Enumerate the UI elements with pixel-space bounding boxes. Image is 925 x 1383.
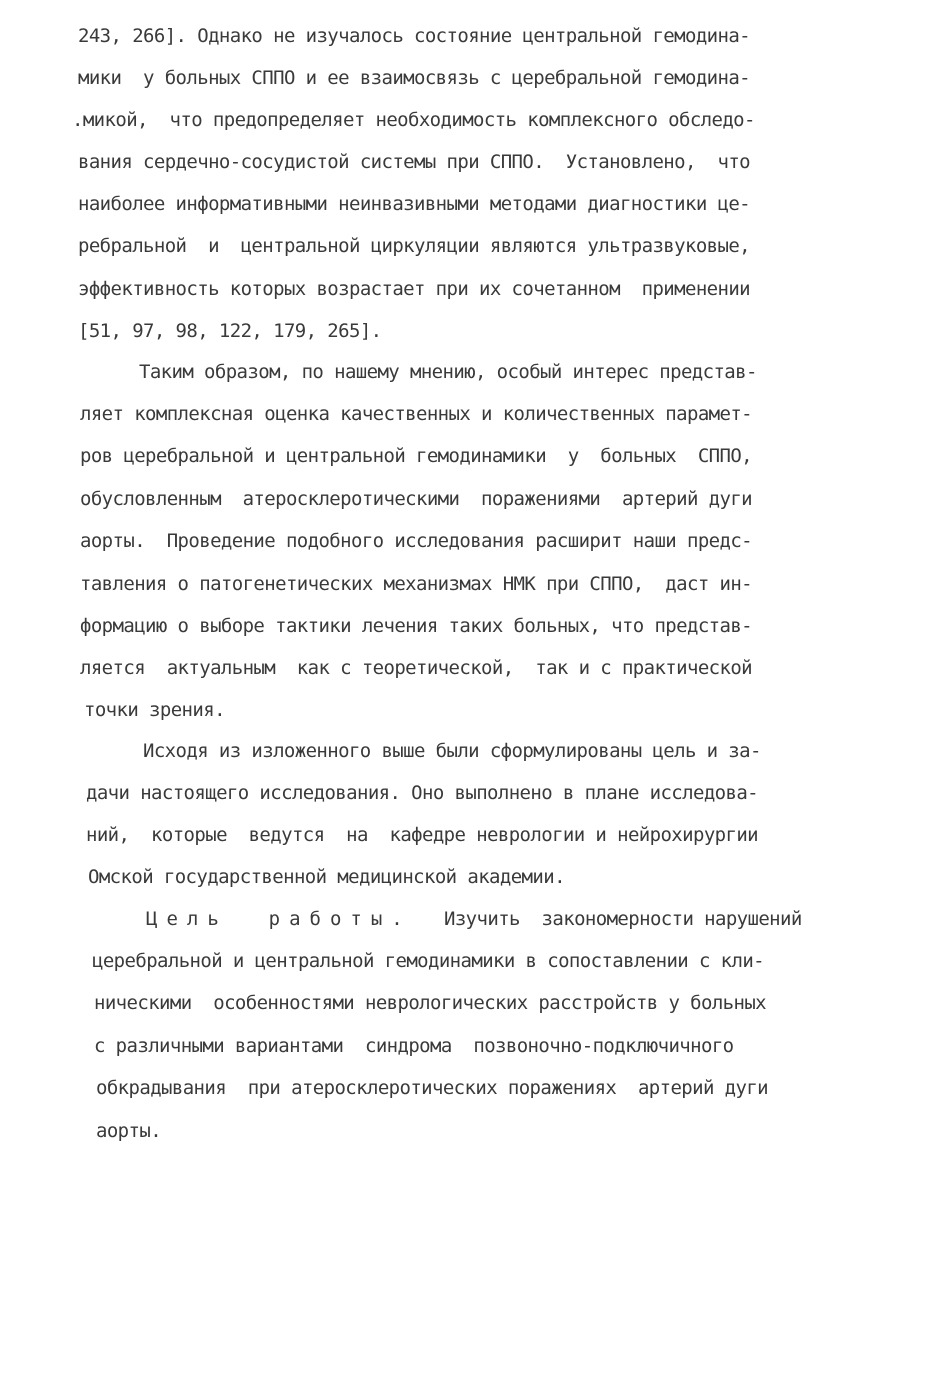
text-line: ляется актуальным как с теоретической, так и с практической <box>80 657 753 679</box>
text-line: точки зрения. <box>84 699 225 721</box>
text-line: ребральной и центральной циркуляции являются ультразвуковые, <box>78 235 751 257</box>
text-line: церебральной и центральной гемодинамики в сопоставлении с кли- <box>92 950 765 972</box>
text-line: тавления о патогенетических механизмах НМК при СППО, даст ин- <box>80 573 753 595</box>
text-line: эффективность которых возрастает при их сочетанном применении <box>78 278 751 300</box>
text-line: ническими особенностями неврологических расстройств у больных <box>94 992 767 1014</box>
text-line: наиболее информативными неинвазивными методами диагностики це- <box>78 193 751 215</box>
text-line: Изучить закономерности нарушений <box>444 908 802 930</box>
text-line: вания сердечно-сосудистой системы при СППО. Установлено, что <box>78 151 751 173</box>
text-line: .микой, что предопределяет необходимость комплексного обследо- <box>72 109 755 131</box>
text-line: 243, 266]. Однако не изучалось состояние центральной гемодина- <box>78 25 751 47</box>
text-line: ний, которые ведутся на кафедре неврологии и нейрохирургии <box>86 824 759 846</box>
text-line: мики у больных СППО и ее взаимосвязь с церебральной гемодина- <box>78 67 751 89</box>
text-line: ляет комплексная оценка качественных и количественных парамет- <box>80 403 753 425</box>
goal-heading: Цель работы. <box>146 908 412 930</box>
text-line: обусловленным атеросклеротическими поражениями артерий дуги <box>80 488 753 510</box>
text-line: ров церебральной и центральной гемодинамики у больных СППО, <box>80 445 753 467</box>
text-line: обкрадывания при атеросклеротических поражениях артерий дуги <box>96 1077 769 1099</box>
text-line: с различными вариантами синдрома позвоночно-подключичного <box>94 1035 734 1057</box>
text-line: аорты. Проведение подобного исследования расширит наши предс- <box>80 530 753 552</box>
text-line: формацию о выборе тактики лечения таких больных, что представ- <box>80 615 753 637</box>
text-line: Исходя из изложенного выше были сформулированы цель и за- <box>143 740 761 762</box>
text-line: Таким образом, по нашему мнению, особый интерес представ- <box>139 361 757 383</box>
text-line: Омской государственной медицинской академии. <box>88 866 565 888</box>
text-line: [51, 97, 98, 122, 179, 265]. <box>78 320 382 342</box>
text-line: дачи настоящего исследования. Оно выполнено в плане исследова- <box>86 782 759 804</box>
text-line: аорты. <box>96 1120 162 1142</box>
